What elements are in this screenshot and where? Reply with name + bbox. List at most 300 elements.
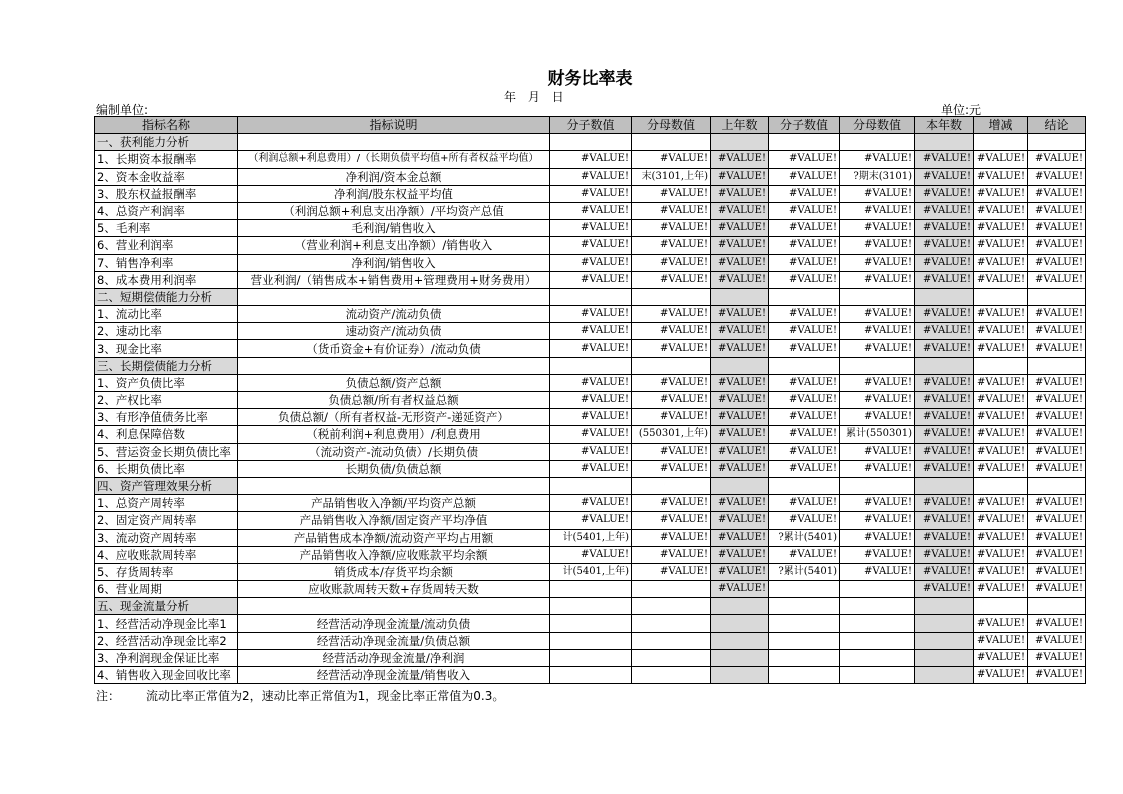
- value-cell: #VALUE!: [974, 546, 1028, 563]
- section-row: [95, 134, 1086, 151]
- value-cell: [915, 288, 974, 305]
- value-cell: #VALUE!: [1028, 323, 1086, 340]
- value-cell: #VALUE!: [1028, 168, 1086, 185]
- value-cell: [769, 581, 840, 598]
- value-cell: [840, 288, 915, 305]
- table-row: [95, 546, 1086, 563]
- value-cell: #VALUE!: [632, 323, 711, 340]
- table-row: [95, 563, 1086, 580]
- value-cell: [550, 477, 632, 494]
- value-cell: #VALUE!: [840, 460, 915, 477]
- value-cell: #VALUE!: [974, 254, 1028, 271]
- value-cell: #VALUE!: [550, 220, 632, 237]
- value-cell: [769, 477, 840, 494]
- value-cell: #VALUE!: [550, 512, 632, 529]
- value-cell: #VALUE!: [632, 409, 711, 426]
- value-cell: #VALUE!: [915, 409, 974, 426]
- indicator-name: 1、流动比率: [95, 306, 238, 323]
- value-cell: [632, 598, 711, 615]
- value-cell: [1028, 598, 1086, 615]
- value-cell: #VALUE!: [974, 512, 1028, 529]
- value-cell: [840, 598, 915, 615]
- value-cell: #VALUE!: [711, 220, 769, 237]
- value-cell: #VALUE!: [1028, 632, 1086, 649]
- value-cell: #VALUE!: [550, 460, 632, 477]
- value-cell: [769, 134, 840, 151]
- table-row: [95, 495, 1086, 512]
- value-cell: #VALUE!: [840, 409, 915, 426]
- value-cell: #VALUE!: [915, 443, 974, 460]
- value-cell: #VALUE!: [769, 202, 840, 219]
- value-cell: (550301,上年): [632, 426, 711, 443]
- value-cell: [1028, 477, 1086, 494]
- value-cell: [769, 598, 840, 615]
- table-row: [95, 392, 1086, 409]
- value-cell: [550, 667, 632, 684]
- value-cell: #VALUE!: [1028, 151, 1086, 168]
- value-cell: [974, 357, 1028, 374]
- indicator-formula: 净利润/销售收入: [238, 254, 550, 271]
- value-cell: #VALUE!: [550, 202, 632, 219]
- value-cell: [711, 598, 769, 615]
- ratio-table: [94, 116, 1086, 684]
- value-cell: #VALUE!: [974, 581, 1028, 598]
- value-cell: #VALUE!: [915, 495, 974, 512]
- indicator-formula: 负债总额/资产总额: [238, 374, 550, 391]
- indicator-name: 4、销售收入现金回收比率: [95, 667, 238, 684]
- value-cell: #VALUE!: [840, 237, 915, 254]
- table-row: [95, 426, 1086, 443]
- value-cell: [769, 632, 840, 649]
- report-title: 财务比率表: [547, 69, 633, 89]
- value-cell: #VALUE!: [550, 168, 632, 185]
- value-cell: #VALUE!: [1028, 529, 1086, 546]
- value-cell: #VALUE!: [1028, 271, 1086, 288]
- value-cell: #VALUE!: [974, 340, 1028, 357]
- value-cell: #VALUE!: [915, 202, 974, 219]
- value-cell: [550, 615, 632, 632]
- value-cell: #VALUE!: [550, 409, 632, 426]
- value-cell: #VALUE!: [915, 392, 974, 409]
- value-cell: #VALUE!: [711, 563, 769, 580]
- indicator-name: 1、总资产周转率: [95, 495, 238, 512]
- value-cell: #VALUE!: [840, 495, 915, 512]
- value-cell: #VALUE!: [769, 443, 840, 460]
- table-row: [95, 151, 1086, 168]
- table-body: [95, 134, 1086, 684]
- table-row: [95, 168, 1086, 185]
- indicator-formula: 产品销售成本净额/流动资产平均占用额: [238, 529, 550, 546]
- value-cell: #VALUE!: [915, 546, 974, 563]
- currency-unit-label: 单位:元: [941, 103, 982, 117]
- value-cell: #VALUE!: [632, 546, 711, 563]
- value-cell: [840, 581, 915, 598]
- indicator-name: 6、营业利润率: [95, 237, 238, 254]
- report-date: 年 月 日: [504, 90, 564, 104]
- column-header: 分母数值: [840, 117, 915, 134]
- section-title: 三、长期偿债能力分析: [95, 357, 238, 374]
- value-cell: #VALUE!: [840, 254, 915, 271]
- value-cell: #VALUE!: [974, 392, 1028, 409]
- indicator-name: 5、存货周转率: [95, 563, 238, 580]
- table-row: [95, 374, 1086, 391]
- value-cell: #VALUE!: [769, 271, 840, 288]
- footnote-label: 注：: [96, 689, 121, 703]
- value-cell: #VALUE!: [840, 512, 915, 529]
- table-row: [95, 529, 1086, 546]
- value-cell: #VALUE!: [632, 392, 711, 409]
- value-cell: #VALUE!: [1028, 546, 1086, 563]
- value-cell: #VALUE!: [550, 426, 632, 443]
- value-cell: [550, 581, 632, 598]
- value-cell: #VALUE!: [974, 168, 1028, 185]
- value-cell: #VALUE!: [769, 374, 840, 391]
- column-header: 分子数值: [550, 117, 632, 134]
- value-cell: #VALUE!: [915, 306, 974, 323]
- table-row: [95, 340, 1086, 357]
- value-cell: [632, 581, 711, 598]
- indicator-formula: （货币资金+有价证券）/流动负债: [238, 340, 550, 357]
- value-cell: #VALUE!: [915, 563, 974, 580]
- value-cell: #VALUE!: [974, 460, 1028, 477]
- indicator-formula: 经营活动净现金流量/销售收入: [238, 667, 550, 684]
- value-cell: #VALUE!: [769, 306, 840, 323]
- value-cell: #VALUE!: [632, 151, 711, 168]
- indicator-formula: 产品销售收入净额/平均资产总额: [238, 495, 550, 512]
- value-cell: #VALUE!: [840, 374, 915, 391]
- column-header: 结论: [1028, 117, 1086, 134]
- value-cell: #VALUE!: [974, 151, 1028, 168]
- value-cell: [769, 357, 840, 374]
- indicator-name: 6、长期负债比率: [95, 460, 238, 477]
- value-cell: [711, 649, 769, 666]
- table-row: [95, 409, 1086, 426]
- value-cell: #VALUE!: [632, 202, 711, 219]
- value-cell: [1028, 134, 1086, 151]
- indicator-formula: 经营活动净现金流量/流动负债: [238, 615, 550, 632]
- value-cell: #VALUE!: [1028, 667, 1086, 684]
- value-cell: #VALUE!: [840, 546, 915, 563]
- indicator-name: 2、速动比率: [95, 323, 238, 340]
- table-row: [95, 185, 1086, 202]
- value-cell: 计(5401,上年): [550, 563, 632, 580]
- value-cell: #VALUE!: [915, 254, 974, 271]
- indicator-name: 4、总资产利润率: [95, 202, 238, 219]
- value-cell: #VALUE!: [769, 495, 840, 512]
- value-cell: #VALUE!: [915, 185, 974, 202]
- value-cell: #VALUE!: [711, 254, 769, 271]
- value-cell: #VALUE!: [840, 151, 915, 168]
- table-row: [95, 323, 1086, 340]
- value-cell: [915, 598, 974, 615]
- column-header: 本年数: [915, 117, 974, 134]
- value-cell: #VALUE!: [769, 409, 840, 426]
- value-cell: #VALUE!: [711, 512, 769, 529]
- value-cell: #VALUE!: [711, 495, 769, 512]
- value-cell: [769, 667, 840, 684]
- value-cell: #VALUE!: [550, 546, 632, 563]
- value-cell: #VALUE!: [915, 426, 974, 443]
- section-row: [95, 288, 1086, 305]
- section-row: [95, 598, 1086, 615]
- value-cell: #VALUE!: [632, 460, 711, 477]
- indicator-formula: （流动资产-流动负债）/长期负债: [238, 443, 550, 460]
- value-cell: [1028, 357, 1086, 374]
- indicator-formula: （营业利润+利息支出净额）/销售收入: [238, 237, 550, 254]
- value-cell: #VALUE!: [711, 237, 769, 254]
- value-cell: #VALUE!: [915, 460, 974, 477]
- indicator-formula: 净利润/股东权益平均值: [238, 185, 550, 202]
- value-cell: #VALUE!: [769, 220, 840, 237]
- value-cell: [840, 632, 915, 649]
- indicator-formula: （利润总额+利息费用）/（长期负债平均值+所有者权益平均值）: [238, 151, 550, 168]
- value-cell: ?累计(5401): [769, 563, 840, 580]
- value-cell: #VALUE!: [974, 271, 1028, 288]
- column-header: 分子数值: [769, 117, 840, 134]
- indicator-name: 5、毛利率: [95, 220, 238, 237]
- value-cell: #VALUE!: [1028, 426, 1086, 443]
- value-cell: #VALUE!: [840, 202, 915, 219]
- value-cell: [915, 667, 974, 684]
- value-cell: [632, 632, 711, 649]
- indicator-formula: 经营活动净现金流量/负债总额: [238, 632, 550, 649]
- indicator-formula: 产品销售收入净额/固定资产平均净值: [238, 512, 550, 529]
- value-cell: #VALUE!: [711, 460, 769, 477]
- table-row: [95, 306, 1086, 323]
- value-cell: #VALUE!: [711, 529, 769, 546]
- value-cell: #VALUE!: [974, 426, 1028, 443]
- value-cell: [632, 134, 711, 151]
- value-cell: #VALUE!: [974, 667, 1028, 684]
- value-cell: #VALUE!: [632, 443, 711, 460]
- value-cell: #VALUE!: [1028, 392, 1086, 409]
- value-cell: #VALUE!: [974, 563, 1028, 580]
- value-cell: [840, 615, 915, 632]
- indicator-name: 2、资本金收益率: [95, 168, 238, 185]
- value-cell: #VALUE!: [769, 151, 840, 168]
- indicator-formula: 负债总额/（所有者权益-无形资产-递延资产）: [238, 409, 550, 426]
- value-cell: ?期末(3101): [840, 168, 915, 185]
- indicator-formula: 净利润/资本金总额: [238, 168, 550, 185]
- value-cell: [550, 632, 632, 649]
- value-cell: #VALUE!: [632, 237, 711, 254]
- value-cell: [550, 598, 632, 615]
- indicator-name: 4、利息保障倍数: [95, 426, 238, 443]
- column-header: 上年数: [711, 117, 769, 134]
- indicator-formula: 速动资产/流动负债: [238, 323, 550, 340]
- indicator-name: 2、固定资产周转率: [95, 512, 238, 529]
- value-cell: [915, 477, 974, 494]
- value-cell: #VALUE!: [711, 323, 769, 340]
- value-cell: #VALUE!: [1028, 615, 1086, 632]
- value-cell: #VALUE!: [632, 340, 711, 357]
- value-cell: #VALUE!: [769, 185, 840, 202]
- indicator-formula: 长期负债/负债总额: [238, 460, 550, 477]
- value-cell: #VALUE!: [769, 546, 840, 563]
- indicator-name: 3、股东权益报酬率: [95, 185, 238, 202]
- value-cell: #VALUE!: [711, 426, 769, 443]
- indicator-formula: [238, 288, 550, 305]
- value-cell: #VALUE!: [974, 237, 1028, 254]
- section-title: 二、短期偿债能力分析: [95, 288, 238, 305]
- value-cell: #VALUE!: [974, 529, 1028, 546]
- table-row: [95, 443, 1086, 460]
- value-cell: [711, 632, 769, 649]
- indicator-formula: 流动资产/流动负债: [238, 306, 550, 323]
- section-row: [95, 477, 1086, 494]
- value-cell: [632, 477, 711, 494]
- value-cell: [550, 134, 632, 151]
- value-cell: #VALUE!: [769, 392, 840, 409]
- value-cell: 末(3101,上年): [632, 168, 711, 185]
- value-cell: [711, 134, 769, 151]
- value-cell: #VALUE!: [974, 649, 1028, 666]
- value-cell: #VALUE!: [711, 202, 769, 219]
- value-cell: [840, 667, 915, 684]
- value-cell: #VALUE!: [711, 306, 769, 323]
- value-cell: [711, 667, 769, 684]
- value-cell: #VALUE!: [632, 185, 711, 202]
- value-cell: #VALUE!: [840, 306, 915, 323]
- value-cell: #VALUE!: [769, 237, 840, 254]
- value-cell: #VALUE!: [915, 374, 974, 391]
- value-cell: #VALUE!: [711, 151, 769, 168]
- value-cell: #VALUE!: [711, 374, 769, 391]
- value-cell: #VALUE!: [550, 374, 632, 391]
- value-cell: #VALUE!: [974, 374, 1028, 391]
- indicator-formula: [238, 357, 550, 374]
- value-cell: 计(5401,上年): [550, 529, 632, 546]
- indicator-formula: 产品销售收入净额/应收账款平均余额: [238, 546, 550, 563]
- value-cell: #VALUE!: [632, 374, 711, 391]
- value-cell: #VALUE!: [974, 632, 1028, 649]
- value-cell: [769, 288, 840, 305]
- section-title: 一、获利能力分析: [95, 134, 238, 151]
- value-cell: #VALUE!: [915, 237, 974, 254]
- value-cell: #VALUE!: [550, 237, 632, 254]
- value-cell: [632, 667, 711, 684]
- value-cell: #VALUE!: [550, 185, 632, 202]
- table-row: [95, 237, 1086, 254]
- indicator-formula: [238, 134, 550, 151]
- value-cell: #VALUE!: [1028, 512, 1086, 529]
- value-cell: #VALUE!: [1028, 340, 1086, 357]
- indicator-name: 4、应收账款周转率: [95, 546, 238, 563]
- value-cell: #VALUE!: [915, 151, 974, 168]
- value-cell: [769, 649, 840, 666]
- value-cell: #VALUE!: [915, 340, 974, 357]
- value-cell: #VALUE!: [974, 409, 1028, 426]
- value-cell: #VALUE!: [550, 340, 632, 357]
- value-cell: #VALUE!: [632, 495, 711, 512]
- value-cell: [550, 288, 632, 305]
- value-cell: #VALUE!: [1028, 649, 1086, 666]
- value-cell: #VALUE!: [974, 185, 1028, 202]
- indicator-formula: （税前利润+利息费用）/利息费用: [238, 426, 550, 443]
- value-cell: #VALUE!: [1028, 563, 1086, 580]
- value-cell: #VALUE!: [915, 512, 974, 529]
- indicator-formula: 负债总额/所有者权益总额: [238, 392, 550, 409]
- value-cell: [632, 288, 711, 305]
- table-row: [95, 581, 1086, 598]
- column-header: 指标名称: [95, 117, 238, 134]
- value-cell: [632, 357, 711, 374]
- value-cell: #VALUE!: [1028, 495, 1086, 512]
- value-cell: #VALUE!: [915, 271, 974, 288]
- value-cell: [915, 649, 974, 666]
- value-cell: #VALUE!: [840, 563, 915, 580]
- indicator-name: 6、营业周期: [95, 581, 238, 598]
- indicator-name: 7、销售净利率: [95, 254, 238, 271]
- value-cell: #VALUE!: [550, 151, 632, 168]
- indicator-formula: （利润总额+利息支出净额）/平均资产总值: [238, 202, 550, 219]
- indicator-name: 8、成本费用利润率: [95, 271, 238, 288]
- value-cell: [840, 134, 915, 151]
- value-cell: [632, 649, 711, 666]
- indicator-formula: [238, 477, 550, 494]
- value-cell: #VALUE!: [632, 529, 711, 546]
- value-cell: #VALUE!: [550, 271, 632, 288]
- value-cell: #VALUE!: [915, 168, 974, 185]
- table-row: [95, 460, 1086, 477]
- value-cell: #VALUE!: [974, 615, 1028, 632]
- value-cell: #VALUE!: [769, 340, 840, 357]
- table-row: [95, 271, 1086, 288]
- value-cell: #VALUE!: [769, 168, 840, 185]
- value-cell: #VALUE!: [550, 443, 632, 460]
- section-row: [95, 357, 1086, 374]
- value-cell: #VALUE!: [1028, 185, 1086, 202]
- value-cell: #VALUE!: [1028, 220, 1086, 237]
- footnote: [96, 687, 530, 704]
- value-cell: [915, 632, 974, 649]
- value-cell: [840, 649, 915, 666]
- section-title: 四、资产管理效果分析: [95, 477, 238, 494]
- indicator-formula: 经营活动净现金流量/净利润: [238, 649, 550, 666]
- value-cell: #VALUE!: [915, 323, 974, 340]
- value-cell: #VALUE!: [840, 443, 915, 460]
- value-cell: #VALUE!: [1028, 237, 1086, 254]
- value-cell: #VALUE!: [632, 254, 711, 271]
- value-cell: ?累计(5401): [769, 529, 840, 546]
- value-cell: #VALUE!: [550, 323, 632, 340]
- value-cell: [632, 615, 711, 632]
- value-cell: #VALUE!: [974, 443, 1028, 460]
- value-cell: #VALUE!: [974, 323, 1028, 340]
- indicator-name: 3、净利润现金保证比率: [95, 649, 238, 666]
- value-cell: #VALUE!: [840, 529, 915, 546]
- value-cell: #VALUE!: [840, 340, 915, 357]
- value-cell: #VALUE!: [711, 271, 769, 288]
- indicator-name: 5、营运资金长期负债比率: [95, 443, 238, 460]
- value-cell: [974, 288, 1028, 305]
- indicator-formula: 营业利润/（销售成本+销售费用+管理费用+财务费用）: [238, 271, 550, 288]
- value-cell: [1028, 288, 1086, 305]
- indicator-name: 3、现金比率: [95, 340, 238, 357]
- value-cell: [840, 357, 915, 374]
- value-cell: #VALUE!: [711, 185, 769, 202]
- table-row: [95, 254, 1086, 271]
- value-cell: #VALUE!: [769, 323, 840, 340]
- table-row: [95, 667, 1086, 684]
- indicator-name: 2、产权比率: [95, 392, 238, 409]
- value-cell: #VALUE!: [1028, 460, 1086, 477]
- value-cell: #VALUE!: [840, 392, 915, 409]
- value-cell: [769, 615, 840, 632]
- indicator-formula: [238, 598, 550, 615]
- table-row: [95, 632, 1086, 649]
- section-title: 五、现金流量分析: [95, 598, 238, 615]
